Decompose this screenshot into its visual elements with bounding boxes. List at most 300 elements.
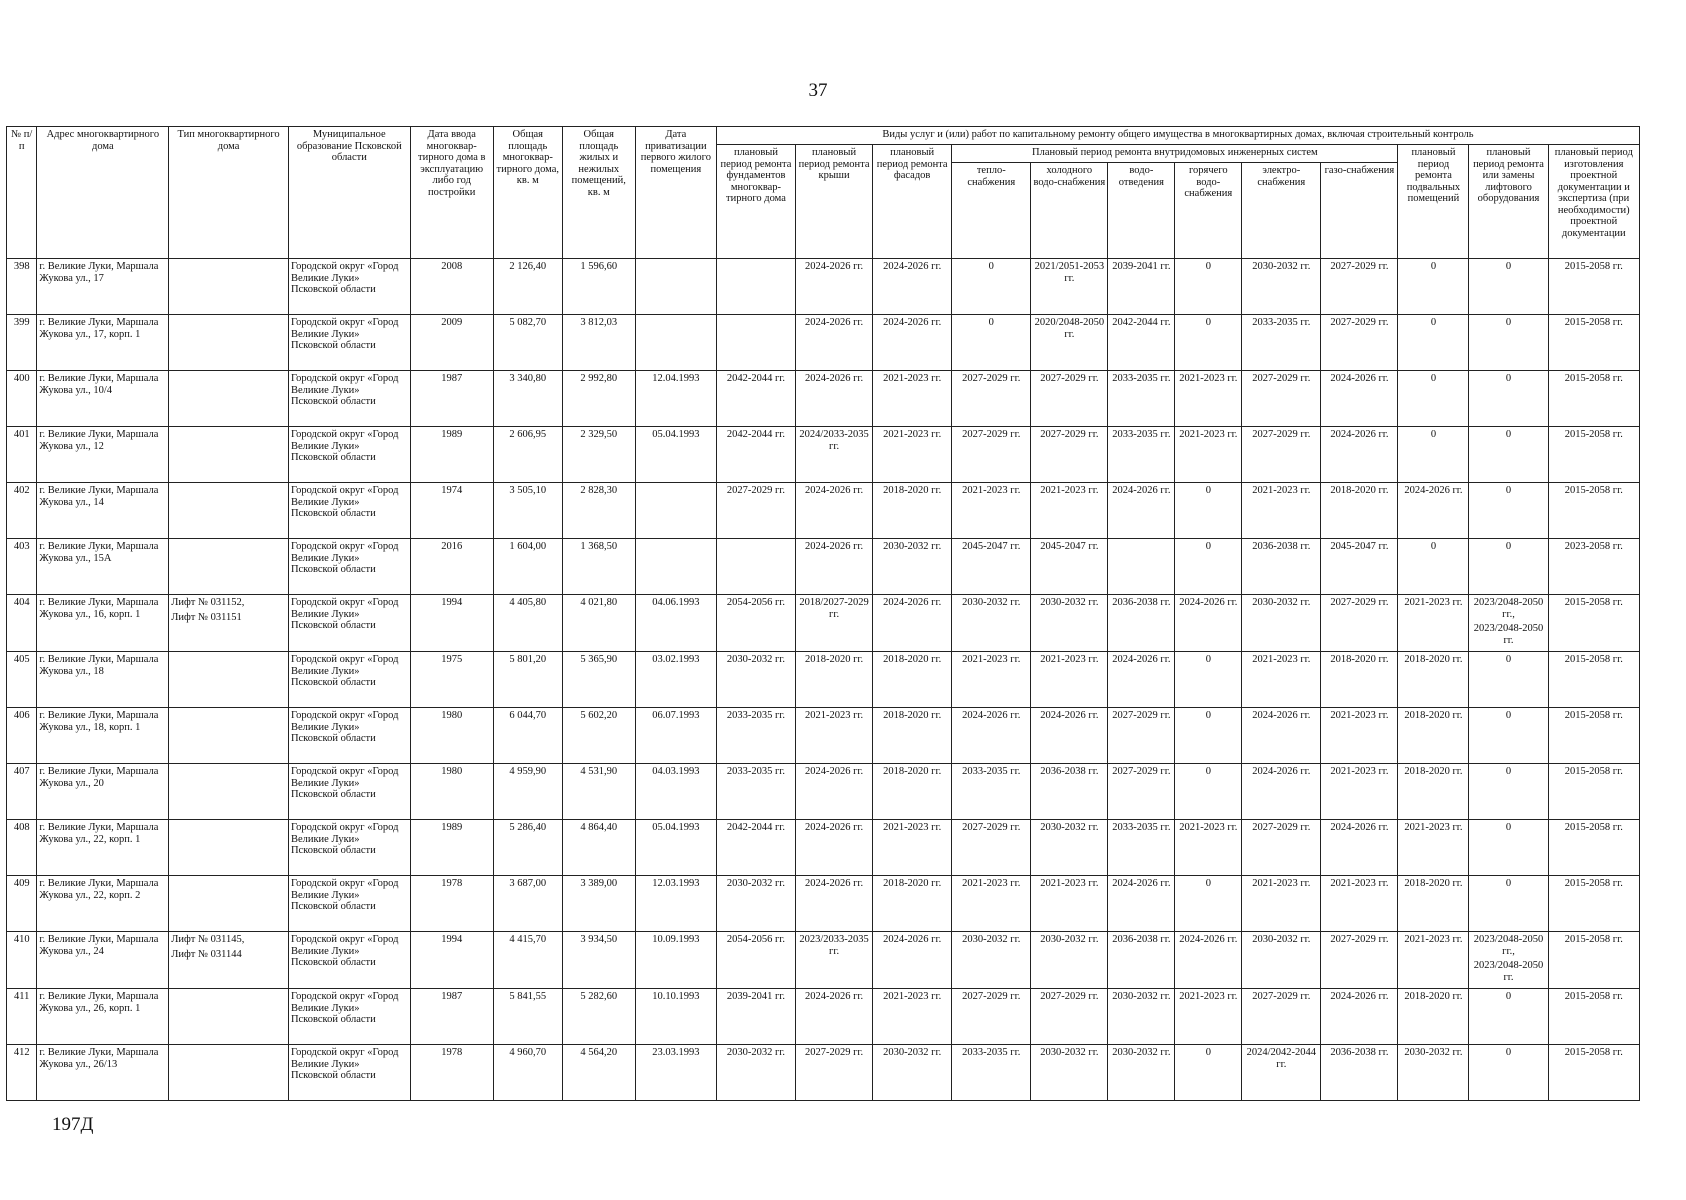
elevator-period: 0 [1505,1047,1512,1058]
cell-roof: 2021-2023 гг. [796,708,873,764]
cell-cold-water: 2024-2026 гг. [1031,708,1108,764]
cell-design: 2015-2058 гг. [1548,595,1639,652]
cell-elevator [1469,259,1548,315]
cell-privatization-date: 03.02.1993 [635,652,716,708]
header-services-group: Виды услуг и (или) работ по капитальному ремонту общего имущества в многоквартирных домах, включая строительный контроль [716,127,1639,145]
cell-heat: 2027-2029 гг. [952,371,1031,427]
cell-heat: 0 [952,259,1031,315]
cell-basement: 2021-2023 гг. [1398,820,1469,876]
cell-cold-water: 2021-2023 гг. [1031,876,1108,932]
cell-no: 408 [7,820,37,876]
header-type: Тип многоквартирного дома [169,127,289,259]
cell-privatization-date: 10.09.1993 [635,932,716,989]
header-privatization-date: Дата приватизации первого жилого помещения [635,127,716,259]
elevator-period: 0 [1505,654,1512,665]
cell-no: 406 [7,708,37,764]
cell-design: 2015-2058 гг. [1548,652,1639,708]
cell-facade: 2018-2020 гг. [873,652,952,708]
cell-electricity: 2033-2035 гг. [1242,315,1321,371]
cell-elevator [1469,820,1548,876]
cell-design: 2015-2058 гг. [1548,876,1639,932]
cell-municipality: Городской округ «Город Великие Луки» Псковской области [288,876,410,932]
cell-type [169,876,289,932]
cell-municipality: Городской округ «Город Великие Луки» Псковской области [288,989,410,1045]
cell-facade: 2024-2026 гг. [873,315,952,371]
table-row [7,315,1640,371]
elevator-id: Лифт № 031152, [171,597,245,608]
cell-total-area: 4 959,90 [493,764,562,820]
cell-gas: 2027-2029 гг. [1321,932,1398,989]
cell-foundation [716,315,795,371]
cell-gas: 2021-2023 гг. [1321,764,1398,820]
cell-electricity: 2027-2029 гг. [1242,820,1321,876]
header-commission-date: Дата ввода многоквар-тирного дома в эксплуатацию либо год постройки [410,127,493,259]
cell-no: 399 [7,315,37,371]
cell-roof: 2023/2033-2035 гг. [796,932,873,989]
cell-privatization-date [635,483,716,539]
cell-type [169,764,289,820]
cell-total-area: 3 340,80 [493,371,562,427]
cell-electricity: 2030-2032 гг. [1242,595,1321,652]
cell-gas: 2027-2029 гг. [1321,259,1398,315]
cell-sewer: 2030-2032 гг. [1108,989,1175,1045]
cell-no: 404 [7,595,37,652]
cell-no: 400 [7,371,37,427]
cell-hot-water: 2021-2023 гг. [1175,427,1242,483]
cell-type [169,315,289,371]
cell-basement: 2021-2023 гг. [1398,595,1469,652]
cell-cold-water: 2027-2029 гг. [1031,427,1108,483]
cell-sewer: 2033-2035 гг. [1108,371,1175,427]
cell-privatization-date: 12.03.1993 [635,876,716,932]
cell-elevator [1469,932,1548,989]
cell-municipality: Городской округ «Город Великие Луки» Псковской области [288,932,410,989]
cell-basement: 0 [1398,259,1469,315]
cell-no: 407 [7,764,37,820]
cell-gas: 2024-2026 гг. [1321,820,1398,876]
cell-address: г. Великие Луки, Маршала Жукова ул., 26/13 [37,1045,169,1101]
cell-year: 1989 [410,427,493,483]
repair-schedule-table-wrap [6,126,1640,1101]
cell-sewer: 2033-2035 гг. [1108,820,1175,876]
cell-basement: 2024-2026 гг. [1398,483,1469,539]
cell-municipality: Городской округ «Город Великие Луки» Псковской области [288,483,410,539]
cell-hot-water: 0 [1175,483,1242,539]
cell-address: г. Великие Луки, Маршала Жукова ул., 10/4 [37,371,169,427]
cell-foundation [716,539,795,595]
cell-heat: 2045-2047 гг. [952,539,1031,595]
cell-living-area: 3 389,00 [562,876,635,932]
cell-living-area: 2 992,80 [562,371,635,427]
cell-foundation: 2030-2032 гг. [716,652,795,708]
cell-foundation: 2039-2041 гг. [716,989,795,1045]
cell-roof: 2024-2026 гг. [796,764,873,820]
cell-address: г. Великие Луки, Маршала Жукова ул., 17 [37,259,169,315]
cell-foundation: 2042-2044 гг. [716,371,795,427]
header-living-area: Общая площадь жилых и нежилых помещений, кв. м [562,127,635,259]
cell-heat: 2027-2029 гг. [952,820,1031,876]
cell-design: 2015-2058 гг. [1548,764,1639,820]
cell-sewer: 2027-2029 гг. [1108,708,1175,764]
cell-heat: 0 [952,315,1031,371]
header-engineering-group: Плановый период ремонта внутридомовых инженерных систем [952,145,1398,163]
header-heat: тепло-снабжения [952,163,1031,259]
cell-total-area: 3 687,00 [493,876,562,932]
cell-facade: 2030-2032 гг. [873,539,952,595]
cell-gas: 2024-2026 гг. [1321,427,1398,483]
cell-elevator [1469,427,1548,483]
cell-heat: 2021-2023 гг. [952,652,1031,708]
cell-roof: 2024-2026 гг. [796,876,873,932]
cell-heat: 2030-2032 гг. [952,595,1031,652]
cell-design: 2015-2058 гг. [1548,315,1639,371]
cell-foundation: 2042-2044 гг. [716,820,795,876]
cell-hot-water: 0 [1175,539,1242,595]
cell-foundation: 2054-2056 гг. [716,932,795,989]
cell-design: 2015-2058 гг. [1548,371,1639,427]
cell-total-area: 3 505,10 [493,483,562,539]
cell-municipality: Городской округ «Город Великие Луки» Псковской области [288,371,410,427]
cell-no: 411 [7,989,37,1045]
table-row [7,708,1640,764]
cell-total-area: 2 606,95 [493,427,562,483]
header-address: Адрес многоквартирного дома [37,127,169,259]
table-row [7,371,1640,427]
cell-facade: 2021-2023 гг. [873,371,952,427]
cell-electricity: 2027-2029 гг. [1242,427,1321,483]
cell-total-area: 4 960,70 [493,1045,562,1101]
cell-basement: 0 [1398,371,1469,427]
cell-type [169,708,289,764]
cell-sewer: 2027-2029 гг. [1108,764,1175,820]
cell-facade: 2024-2026 гг. [873,595,952,652]
cell-type [169,371,289,427]
cell-basement: 0 [1398,427,1469,483]
cell-heat: 2030-2032 гг. [952,932,1031,989]
cell-elevator [1469,483,1548,539]
cell-municipality: Городской округ «Город Великие Луки» Псковской области [288,708,410,764]
cell-living-area: 5 602,20 [562,708,635,764]
cell-hot-water: 2021-2023 гг. [1175,989,1242,1045]
cell-type [169,539,289,595]
cell-privatization-date: 04.03.1993 [635,764,716,820]
cell-type [169,595,289,652]
cell-total-area: 5 801,20 [493,652,562,708]
cell-gas: 2018-2020 гг. [1321,483,1398,539]
cell-living-area: 3 812,03 [562,315,635,371]
cell-roof: 2024-2026 гг. [796,259,873,315]
header-no: № п/п [7,127,37,259]
cell-year: 1994 [410,932,493,989]
cell-gas: 2021-2023 гг. [1321,708,1398,764]
cell-gas: 2045-2047 гг. [1321,539,1398,595]
cell-design: 2023-2058 гг. [1548,539,1639,595]
cell-basement: 2018-2020 гг. [1398,652,1469,708]
cell-year: 1989 [410,820,493,876]
cell-foundation: 2054-2056 гг. [716,595,795,652]
cell-municipality: Городской округ «Город Великие Луки» Псковской области [288,539,410,595]
cell-heat: 2024-2026 гг. [952,708,1031,764]
cell-electricity: 2027-2029 гг. [1242,989,1321,1045]
elevator-period: 2023/2048-2050 гг. [1473,623,1544,646]
cell-sewer: 2036-2038 гг. [1108,595,1175,652]
cell-facade: 2018-2020 гг. [873,708,952,764]
cell-heat: 2021-2023 гг. [952,876,1031,932]
table-row [7,989,1640,1045]
cell-gas: 2027-2029 гг. [1321,595,1398,652]
cell-address: г. Великие Луки, Маршала Жукова ул., 20 [37,764,169,820]
cell-privatization-date [635,539,716,595]
cell-elevator [1469,989,1548,1045]
cell-hot-water: 2021-2023 гг. [1175,371,1242,427]
cell-year: 2008 [410,259,493,315]
cell-elevator [1469,371,1548,427]
cell-no: 403 [7,539,37,595]
cell-cold-water: 2027-2029 гг. [1031,371,1108,427]
cell-heat: 2033-2035 гг. [952,1045,1031,1101]
repair-schedule-table [6,126,1640,1101]
cell-cold-water: 2021-2023 гг. [1031,483,1108,539]
cell-privatization-date: 05.04.1993 [635,820,716,876]
cell-cold-water: 2036-2038 гг. [1031,764,1108,820]
cell-basement: 2030-2032 гг. [1398,1045,1469,1101]
table-row [7,539,1640,595]
cell-address: г. Великие Луки, Маршала Жукова ул., 22, корп. 1 [37,820,169,876]
cell-living-area: 1 596,60 [562,259,635,315]
elevator-id: Лифт № 031151 [171,611,242,623]
cell-gas: 2024-2026 гг. [1321,371,1398,427]
cell-facade: 2024-2026 гг. [873,932,952,989]
cell-total-area: 6 044,70 [493,708,562,764]
table-row [7,764,1640,820]
cell-design: 2015-2058 гг. [1548,483,1639,539]
cell-no: 410 [7,932,37,989]
cell-total-area: 4 415,70 [493,932,562,989]
cell-foundation: 2030-2032 гг. [716,876,795,932]
cell-cold-water: 2030-2032 гг. [1031,1045,1108,1101]
header-gas: газо-снабжения [1321,163,1398,259]
cell-address: г. Великие Луки, Маршала Жукова ул., 26, корп. 1 [37,989,169,1045]
header-design: плановый период изготовления проектной документации и экспертиза (при необходимости) проектной документации [1548,145,1639,259]
cell-sewer: 2033-2035 гг. [1108,427,1175,483]
cell-no: 401 [7,427,37,483]
cell-basement: 0 [1398,539,1469,595]
table-row [7,932,1640,989]
cell-privatization-date: 10.10.1993 [635,989,716,1045]
page-number: 37 [808,80,828,101]
cell-privatization-date: 12.04.1993 [635,371,716,427]
cell-electricity: 2030-2032 гг. [1242,932,1321,989]
cell-type [169,1045,289,1101]
cell-roof: 2024-2026 гг. [796,820,873,876]
cell-address: г. Великие Луки, Маршала Жукова ул., 22, корп. 2 [37,876,169,932]
cell-year: 1987 [410,989,493,1045]
cell-sewer: 2024-2026 гг. [1108,652,1175,708]
header-foundation: плановый период ремонта фундаментов многоквар-тирного дома [716,145,795,259]
cell-year: 1974 [410,483,493,539]
cell-hot-water: 2021-2023 гг. [1175,820,1242,876]
cell-no: 405 [7,652,37,708]
cell-municipality: Городской округ «Город Великие Луки» Псковской области [288,315,410,371]
cell-facade: 2030-2032 гг. [873,1045,952,1101]
cell-living-area: 4 564,20 [562,1045,635,1101]
cell-cold-water: 2021-2023 гг. [1031,652,1108,708]
cell-facade: 2018-2020 гг. [873,483,952,539]
header-elevator: плановый период ремонта или замены лифтового оборудования [1469,145,1548,259]
cell-hot-water: 0 [1175,652,1242,708]
cell-no: 409 [7,876,37,932]
cell-hot-water: 0 [1175,315,1242,371]
elevator-period: 0 [1505,429,1512,440]
cell-electricity: 2021-2023 гг. [1242,483,1321,539]
cell-roof: 2024-2026 гг. [796,989,873,1045]
table-body [7,259,1640,1101]
cell-municipality: Городской округ «Город Великие Луки» Псковской области [288,427,410,483]
cell-no: 398 [7,259,37,315]
cell-no: 402 [7,483,37,539]
cell-elevator [1469,315,1548,371]
cell-facade: 2024-2026 гг. [873,259,952,315]
cell-hot-water: 0 [1175,1045,1242,1101]
cell-sewer: 2024-2026 гг. [1108,483,1175,539]
elevator-period: 2023/2048-2050 гг., [1473,597,1544,620]
elevator-period: 0 [1505,766,1512,777]
elevator-period: 0 [1505,878,1512,889]
cell-cold-water: 2045-2047 гг. [1031,539,1108,595]
cell-year: 1975 [410,652,493,708]
cell-address: г. Великие Луки, Маршала Жукова ул., 24 [37,932,169,989]
cell-roof: 2024/2033-2035 гг. [796,427,873,483]
cell-year: 1980 [410,764,493,820]
cell-year: 1980 [410,708,493,764]
cell-gas: 2024-2026 гг. [1321,989,1398,1045]
cell-municipality: Городской округ «Город Великие Луки» Псковской области [288,259,410,315]
cell-electricity: 2024-2026 гг. [1242,708,1321,764]
cell-roof: 2027-2029 гг. [796,1045,873,1101]
cell-municipality: Городской округ «Город Великие Луки» Псковской области [288,652,410,708]
cell-gas: 2018-2020 гг. [1321,652,1398,708]
cell-living-area: 3 934,50 [562,932,635,989]
cell-heat: 2033-2035 гг. [952,764,1031,820]
elevator-period: 0 [1505,317,1512,328]
table-row [7,876,1640,932]
cell-design: 2015-2058 гг. [1548,820,1639,876]
cell-foundation: 2033-2035 гг. [716,764,795,820]
cell-total-area: 5 082,70 [493,315,562,371]
cell-hot-water: 0 [1175,708,1242,764]
table-row [7,427,1640,483]
cell-no: 412 [7,1045,37,1101]
cell-total-area: 5 286,40 [493,820,562,876]
cell-municipality: Городской округ «Город Великие Луки» Псковской области [288,1045,410,1101]
elevator-period: 0 [1505,485,1512,496]
cell-type [169,259,289,315]
cell-roof: 2024-2026 гг. [796,539,873,595]
cell-privatization-date [635,315,716,371]
cell-type [169,820,289,876]
cell-living-area: 2 329,50 [562,427,635,483]
cell-sewer: 2042-2044 гг. [1108,315,1175,371]
cell-total-area: 4 405,80 [493,595,562,652]
header-total-area: Общая площадь многоквар-тирного дома, кв. м [493,127,562,259]
header-facade: плановый период ремонта фасадов [873,145,952,259]
table-row [7,483,1640,539]
cell-gas: 2036-2038 гг. [1321,1045,1398,1101]
cell-foundation: 2030-2032 гг. [716,1045,795,1101]
cell-privatization-date: 04.06.1993 [635,595,716,652]
cell-elevator [1469,708,1548,764]
cell-address: г. Великие Луки, Маршала Жукова ул., 18 [37,652,169,708]
elevator-period: 2023/2048-2050 гг. [1473,960,1544,983]
header-hot-water: горячего водо-снабжения [1175,163,1242,259]
cell-municipality: Городской округ «Город Великие Луки» Псковской области [288,820,410,876]
elevator-period: 0 [1505,541,1512,552]
cell-year: 2016 [410,539,493,595]
cell-type [169,989,289,1045]
cell-basement: 2021-2023 гг. [1398,932,1469,989]
cell-address: г. Великие Луки, Маршала Жукова ул., 17, корп. 1 [37,315,169,371]
cell-year: 1978 [410,1045,493,1101]
cell-basement: 2018-2020 гг. [1398,708,1469,764]
cell-cold-water: 2030-2032 гг. [1031,932,1108,989]
cell-hot-water: 2024-2026 гг. [1175,595,1242,652]
elevator-id: Лифт № 031145, [171,934,245,945]
cell-municipality: Городской округ «Город Великие Луки» Псковской области [288,595,410,652]
cell-living-area: 5 282,60 [562,989,635,1045]
cell-gas: 2027-2029 гг. [1321,315,1398,371]
cell-basement: 2018-2020 гг. [1398,764,1469,820]
cell-roof: 2024-2026 гг. [796,371,873,427]
table-header [7,127,1640,259]
cell-roof: 2024-2026 гг. [796,483,873,539]
cell-type [169,932,289,989]
table-row [7,595,1640,652]
cell-hot-water: 0 [1175,764,1242,820]
cell-living-area: 4 864,40 [562,820,635,876]
cell-electricity: 2030-2032 гг. [1242,259,1321,315]
cell-cold-water: 2027-2029 гг. [1031,989,1108,1045]
cell-living-area: 2 828,30 [562,483,635,539]
cell-heat: 2027-2029 гг. [952,427,1031,483]
cell-electricity: 2024/2042-2044 гг. [1242,1045,1321,1101]
table-row [7,820,1640,876]
cell-basement: 0 [1398,315,1469,371]
table-row [7,259,1640,315]
cell-design: 2015-2058 гг. [1548,932,1639,989]
cell-electricity: 2024-2026 гг. [1242,764,1321,820]
cell-privatization-date: 23.03.1993 [635,1045,716,1101]
cell-elevator [1469,652,1548,708]
cell-gas: 2021-2023 гг. [1321,876,1398,932]
cell-elevator [1469,1045,1548,1101]
elevator-period: 0 [1505,373,1512,384]
elevator-period: 0 [1505,710,1512,721]
elevator-period: 0 [1505,991,1512,1002]
cell-foundation [716,259,795,315]
cell-type [169,652,289,708]
cell-foundation: 2033-2035 гг. [716,708,795,764]
cell-foundation: 2027-2029 гг. [716,483,795,539]
cell-year: 1978 [410,876,493,932]
cell-type [169,483,289,539]
cell-design: 2015-2058 гг. [1548,708,1639,764]
cell-facade: 2018-2020 гг. [873,876,952,932]
cell-elevator [1469,876,1548,932]
cell-heat: 2021-2023 гг. [952,483,1031,539]
cell-living-area: 4 531,90 [562,764,635,820]
cell-hot-water: 2024-2026 гг. [1175,932,1242,989]
cell-facade: 2021-2023 гг. [873,989,952,1045]
